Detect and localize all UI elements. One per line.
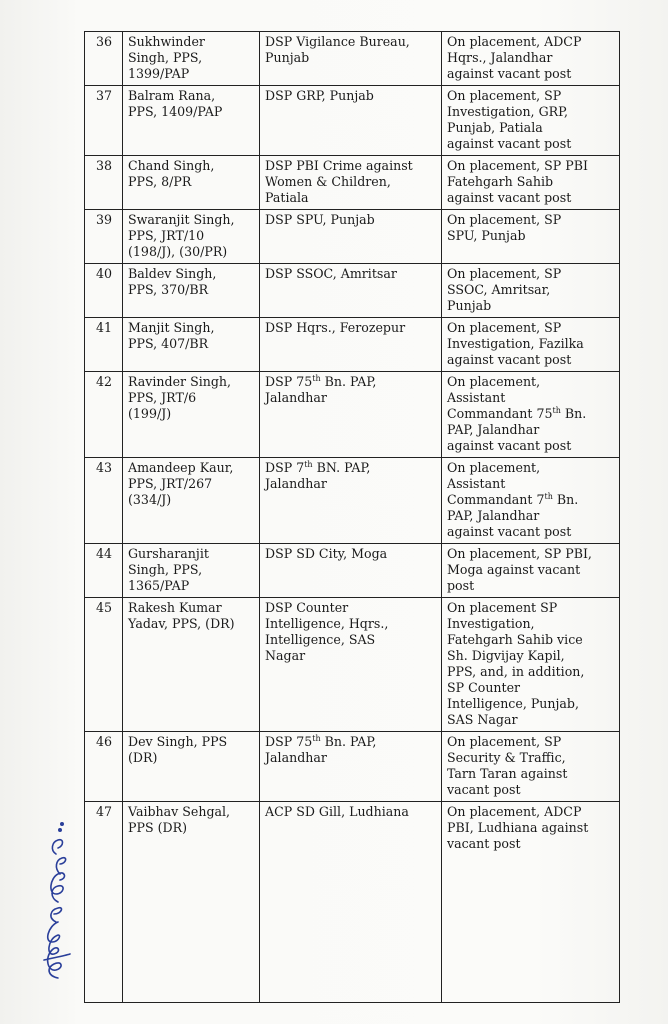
officer-name-line: PPS, JRT/6 bbox=[128, 390, 197, 405]
new-posting-line: vacant post bbox=[447, 782, 521, 797]
new-posting-line: SPU, Punjab bbox=[447, 228, 526, 243]
present-posting-cell bbox=[260, 156, 442, 210]
new-posting-cell bbox=[442, 372, 620, 458]
serial-number-cell: 44 bbox=[85, 544, 123, 598]
present-posting-cell bbox=[260, 372, 442, 458]
present-posting-cell bbox=[260, 264, 442, 318]
officer-name-line: (DR) bbox=[128, 750, 158, 765]
officer-name-cell bbox=[123, 732, 260, 802]
new-posting-line: On placement, SP bbox=[447, 266, 562, 281]
serial-number-cell: 43 bbox=[85, 458, 123, 544]
officer-name-cell bbox=[123, 372, 260, 458]
table-row bbox=[85, 544, 620, 598]
officer-name-line: PPS, 1409/PAP bbox=[128, 104, 223, 119]
officer-name-line: PPS, JRT/267 bbox=[128, 476, 213, 491]
new-posting-line: SSOC, Amritsar, bbox=[447, 282, 551, 297]
new-posting-line: On placement, SP PBI bbox=[447, 158, 588, 173]
new-posting-line: On placement, SP bbox=[447, 212, 562, 227]
table-row bbox=[85, 458, 620, 544]
table-row bbox=[85, 210, 620, 264]
table-row bbox=[85, 264, 620, 318]
present-posting-cell bbox=[260, 732, 442, 802]
present-posting-line: Punjab bbox=[265, 50, 310, 65]
officer-name-line: Balram Rana, bbox=[128, 88, 216, 103]
serial-number-cell: 41 bbox=[85, 318, 123, 372]
officer-name-line: PPS (DR) bbox=[128, 820, 187, 835]
new-posting-cell bbox=[442, 318, 620, 372]
officer-name-line: Swaranjit Singh, bbox=[128, 212, 235, 227]
present-posting-line: DSP GRP, Punjab bbox=[265, 88, 374, 103]
officer-name-line: Sukhwinder bbox=[128, 34, 205, 49]
present-posting-line: ACP SD Gill, Ludhiana bbox=[265, 804, 409, 819]
new-posting-line: On placement, SP bbox=[447, 88, 562, 103]
new-posting-line: against vacant post bbox=[447, 66, 572, 81]
new-posting-line: On placement, SP bbox=[447, 734, 562, 749]
officer-name-line: (334/J) bbox=[128, 492, 172, 507]
new-posting-line: against vacant post bbox=[447, 136, 572, 151]
new-posting-line: Commandant 7th Bn. bbox=[447, 491, 579, 507]
new-posting-line: On placement, ADCP bbox=[447, 804, 582, 819]
new-posting-line: Investigation, Fazilka bbox=[447, 336, 584, 351]
present-posting-line: Women & Children, bbox=[265, 174, 391, 189]
new-posting-line: On placement, bbox=[447, 460, 541, 475]
present-posting-cell bbox=[260, 802, 442, 1003]
handwritten-signature bbox=[18, 818, 80, 990]
new-posting-cell bbox=[442, 156, 620, 210]
table-row bbox=[85, 32, 620, 86]
officer-name-line: Vaibhav Sehgal, bbox=[128, 804, 231, 819]
officer-name-line: (199/J) bbox=[128, 406, 172, 421]
officer-name-line: Dev Singh, PPS bbox=[128, 734, 228, 749]
new-posting-line: SP Counter bbox=[447, 680, 521, 695]
new-posting-cell bbox=[442, 544, 620, 598]
new-posting-line: Assistant bbox=[447, 476, 506, 491]
present-posting-line: Patiala bbox=[265, 190, 309, 205]
new-posting-line: Fatehgarh Sahib bbox=[447, 174, 554, 189]
new-posting-line: Tarn Taran against bbox=[447, 766, 568, 781]
present-posting-line: DSP SD City, Moga bbox=[265, 546, 388, 561]
present-posting-line: Jalandhar bbox=[265, 390, 327, 405]
officer-name-line: Rakesh Kumar bbox=[128, 600, 222, 615]
new-posting-line: PBI, Ludhiana against bbox=[447, 820, 589, 835]
new-posting-cell bbox=[442, 732, 620, 802]
present-posting-line: DSP Vigilance Bureau, bbox=[265, 34, 410, 49]
present-posting-cell bbox=[260, 318, 442, 372]
present-posting-cell bbox=[260, 86, 442, 156]
serial-number-cell: 36 bbox=[85, 32, 123, 86]
officer-name-line: (198/J), (30/PR) bbox=[128, 244, 228, 259]
present-posting-line: Intelligence, SAS bbox=[265, 632, 376, 647]
present-posting-cell bbox=[260, 598, 442, 732]
officer-name-line: Baldev Singh, bbox=[128, 266, 217, 281]
serial-number-cell: 47 bbox=[85, 802, 123, 1003]
present-posting-line: DSP Hqrs., Ferozepur bbox=[265, 320, 406, 335]
officer-name-line: Manjit Singh, bbox=[128, 320, 215, 335]
officer-name-cell bbox=[123, 318, 260, 372]
new-posting-cell bbox=[442, 802, 620, 1003]
officer-name-cell bbox=[123, 156, 260, 210]
transfer-table bbox=[84, 31, 620, 1003]
new-posting-line: Investigation, GRP, bbox=[447, 104, 569, 119]
present-posting-line: DSP 75th Bn. PAP, bbox=[265, 733, 377, 749]
new-posting-cell bbox=[442, 598, 620, 732]
new-posting-line: against vacant post bbox=[447, 352, 572, 367]
officer-name-line: Amandeep Kaur, bbox=[128, 460, 234, 475]
new-posting-line: Intelligence, Punjab, bbox=[447, 696, 579, 711]
present-posting-cell bbox=[260, 458, 442, 544]
new-posting-line: Investigation, bbox=[447, 616, 535, 631]
present-posting-line: DSP 7th BN. PAP, bbox=[265, 459, 371, 475]
new-posting-cell bbox=[442, 32, 620, 86]
officer-name-line: Singh, PPS, bbox=[128, 50, 203, 65]
new-posting-line: Punjab bbox=[447, 298, 492, 313]
officer-name-line: PPS, 370/BR bbox=[128, 282, 209, 297]
table-row bbox=[85, 86, 620, 156]
present-posting-cell bbox=[260, 210, 442, 264]
officer-name-cell bbox=[123, 32, 260, 86]
transfer-table-body bbox=[85, 32, 620, 1003]
new-posting-line: Security & Traffic, bbox=[447, 750, 566, 765]
table-row bbox=[85, 802, 620, 1003]
new-posting-line: Sh. Digvijay Kapil, bbox=[447, 648, 565, 663]
new-posting-line: against vacant post bbox=[447, 438, 572, 453]
new-posting-line: vacant post bbox=[447, 836, 521, 851]
officer-name-line: 1399/PAP bbox=[128, 66, 190, 81]
new-posting-line: On placement, ADCP bbox=[447, 34, 582, 49]
new-posting-cell bbox=[442, 264, 620, 318]
table-row bbox=[85, 318, 620, 372]
new-posting-line: PAP, Jalandhar bbox=[447, 422, 540, 437]
table-row bbox=[85, 156, 620, 210]
new-posting-line: Commandant 75th Bn. bbox=[447, 405, 587, 421]
new-posting-line: On placement SP bbox=[447, 600, 558, 615]
officer-name-cell bbox=[123, 598, 260, 732]
new-posting-line: On placement, SP PBI, bbox=[447, 546, 592, 561]
new-posting-line: against vacant post bbox=[447, 524, 572, 539]
table-row bbox=[85, 372, 620, 458]
new-posting-line: PAP, Jalandhar bbox=[447, 508, 540, 523]
new-posting-cell bbox=[442, 86, 620, 156]
new-posting-cell bbox=[442, 210, 620, 264]
present-posting-line: DSP 75th Bn. PAP, bbox=[265, 373, 377, 389]
present-posting-line: DSP Counter bbox=[265, 600, 349, 615]
serial-number-cell: 39 bbox=[85, 210, 123, 264]
new-posting-line: Fatehgarh Sahib vice bbox=[447, 632, 583, 647]
officer-name-line: PPS, 8/PR bbox=[128, 174, 192, 189]
new-posting-line: On placement, SP bbox=[447, 320, 562, 335]
officer-name-cell bbox=[123, 544, 260, 598]
table-row bbox=[85, 598, 620, 732]
present-posting-cell bbox=[260, 544, 442, 598]
new-posting-line: Hqrs., Jalandhar bbox=[447, 50, 553, 65]
serial-number-cell: 45 bbox=[85, 598, 123, 732]
officer-name-cell bbox=[123, 86, 260, 156]
officer-name-line: PPS, 407/BR bbox=[128, 336, 209, 351]
officer-name-line: PPS, JRT/10 bbox=[128, 228, 205, 243]
new-posting-line: against vacant post bbox=[447, 190, 572, 205]
present-posting-line: DSP PBI Crime against bbox=[265, 158, 413, 173]
present-posting-line: Jalandhar bbox=[265, 476, 327, 491]
present-posting-line: Jalandhar bbox=[265, 750, 327, 765]
serial-number-cell: 37 bbox=[85, 86, 123, 156]
new-posting-line: PPS, and, in addition, bbox=[447, 664, 585, 679]
table-row bbox=[85, 732, 620, 802]
new-posting-cell bbox=[442, 458, 620, 544]
present-posting-line: Nagar bbox=[265, 648, 306, 663]
officer-name-cell bbox=[123, 210, 260, 264]
present-posting-cell bbox=[260, 32, 442, 86]
serial-number-cell: 42 bbox=[85, 372, 123, 458]
officer-name-cell bbox=[123, 264, 260, 318]
present-posting-line: Intelligence, Hqrs., bbox=[265, 616, 389, 631]
serial-number-cell: 46 bbox=[85, 732, 123, 802]
officer-name-cell bbox=[123, 458, 260, 544]
officer-name-line: Chand Singh, bbox=[128, 158, 215, 173]
serial-number-cell: 40 bbox=[85, 264, 123, 318]
new-posting-line: SAS Nagar bbox=[447, 712, 518, 727]
officer-name-line: Gursharanjit bbox=[128, 546, 209, 561]
officer-name-line: Ravinder Singh, bbox=[128, 374, 232, 389]
new-posting-line: Punjab, Patiala bbox=[447, 120, 543, 135]
officer-name-line: Yadav, PPS, (DR) bbox=[128, 616, 235, 631]
present-posting-line: DSP SPU, Punjab bbox=[265, 212, 375, 227]
new-posting-line: Moga against vacant bbox=[447, 562, 581, 577]
officer-name-cell bbox=[123, 802, 260, 1003]
new-posting-line: post bbox=[447, 578, 475, 593]
new-posting-line: On placement, bbox=[447, 374, 541, 389]
officer-name-line: 1365/PAP bbox=[128, 578, 190, 593]
new-posting-line: Assistant bbox=[447, 390, 506, 405]
serial-number-cell: 38 bbox=[85, 156, 123, 210]
present-posting-line: DSP SSOC, Amritsar bbox=[265, 266, 397, 281]
officer-name-line: Singh, PPS, bbox=[128, 562, 203, 577]
